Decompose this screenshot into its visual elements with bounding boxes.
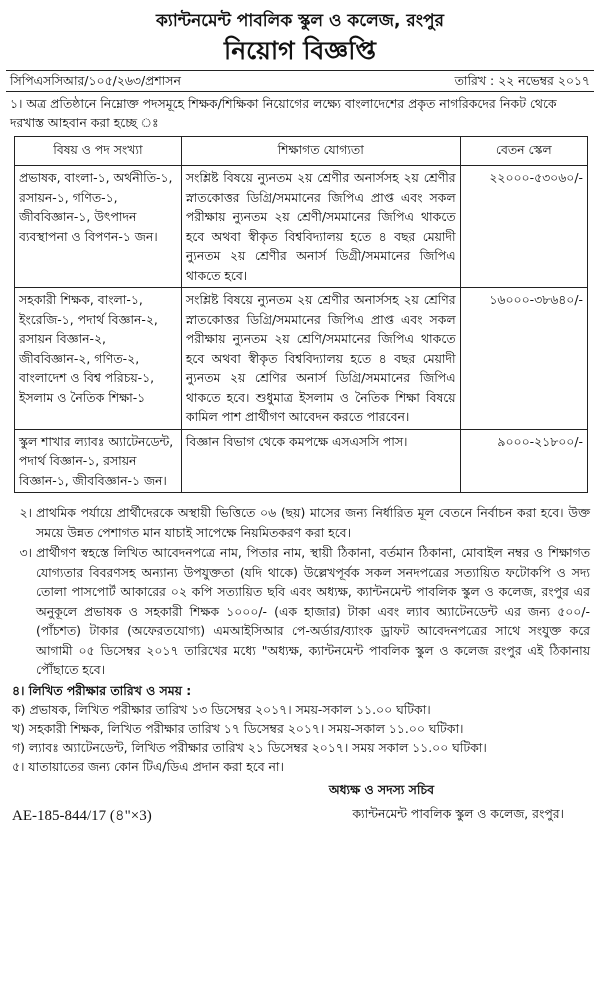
reference-row xyxy=(6,70,594,92)
post-cell: সহকারী শিক্ষক, বাংলা-১, ইংরেজি-১, পদার্থ বিজ্ঞান-২, রসায়ন বিজ্ঞান-২, জীববিজ্ঞান-২, গণিত-২, বাংলাদেশ ও বিশ্ব পরিচয়-১, ইসলাম ও নৈতিক শিক্ষা-১ xyxy=(15,288,182,430)
organization-name: ক্যান্টনমেন্ট পাবলিক স্কুল ও কলেজ, রংপুর xyxy=(156,11,444,31)
qualification-cell: সংশ্লিষ্ট বিষয়ে ন্যুনতম ২য় শ্রেণীর অনার্সসহ ২য় শ্রেণির স্নাতকোত্তর ডিগ্রি/সমমানের জিপিএ প্রাপ্ত এবং সকল পরীক্ষায় ন্যুনতম ২য় শ্রেণি/সমমানের জিপিএ থাকতে হবে অথবা স্বীকৃত বিশ্ববিদ্যালয় হতে ৪ বছর মেয়াদী ন্যুনতম ২য় শ্রেণির অনার্স ডিগ্রি/সমমানের জিপিএ থাকতে হবে। শুধুমাত্র ইসলাম ও নৈতিক শিক্ষা বিষয়ে কামিল পাশ প্রার্থীগণ আবেদন করতে পারবেন। xyxy=(181,288,460,430)
notice-page xyxy=(6,0,594,840)
post-cell: প্রভাষক, বাংলা-১, অর্থনীতি-১, রসায়ন-১, গণিত-১, জীববিজ্ঞান-১, উৎপাদন ব্যবস্থাপনা ও বিপণন-১ জন। xyxy=(15,166,182,288)
ad-code: AE-185-844/17 (৪"×3) xyxy=(12,807,152,824)
list-item xyxy=(6,543,594,680)
notice-title: নিয়োগ বিজ্ঞপ্তি xyxy=(224,36,376,65)
footer xyxy=(6,780,594,840)
exam-schedule xyxy=(6,681,594,776)
exam-line: গ) ল্যাবঃ অ্যাটেনডেন্ট, লিখিত পরীক্ষার তারিখ ২১ ডিসেম্বর ২০১৭। সময় সকাল ১১.০০ ঘটিকা। xyxy=(12,739,487,755)
salary-cell: ১৬০০০-৩৮৬৪০/- xyxy=(460,288,587,430)
column-header-salary: বেতন স্কেল xyxy=(460,137,587,166)
signatory-organization: ক্যান্টনমেন্ট পাবলিক স্কুল ও কলেজ, রংপুর। xyxy=(352,805,564,821)
exam-schedule-title: ৪। লিখিত পরীক্ষার তারিখ ও সময় : xyxy=(12,682,192,698)
table-row xyxy=(15,429,588,493)
notice-date: তারিখ : ২২ নভেম্বর ২০১৭ xyxy=(454,73,590,88)
qualification-cell: সংশ্লিষ্ট বিষয়ে ন্যুনতম ২য় শ্রেণীর অনার্সসহ ২য় শ্রেণীর স্নাতকোত্তর ডিগ্রি/সমমানের জিপিএ প্রাপ্ত এবং সকল পরীক্ষায় ন্যুনতম ২য় শ্রেণী/সমমানের জিপিএ থাকতে হবে অথবা স্বীকৃত বিশ্ববিদ্যালয় হতে ৪ বছর মেয়াদী ন্যুনতম ২য় শ্রেণীর অনার্স ডিগ্রী/সমমানের জিপিএ থাকতে হবে। xyxy=(181,166,460,288)
column-header-qualification: শিক্ষাগত যোগ্যতা xyxy=(181,137,460,166)
qualification-cell: বিজ্ঞান বিভাগ থেকে কমপক্ষে এসএসসি পাস। xyxy=(181,429,460,493)
exam-line: ক) প্রভাষক, লিখিত পরীক্ষার তারিখ ১৩ ডিসেম্বর ২০১৭। সময়-সকাল ১১.০০ ঘটিকা। xyxy=(12,701,431,717)
salary-cell: ৯০০০-২১৮০০/- xyxy=(460,429,587,493)
item-number: ২। xyxy=(19,505,32,520)
posts-table xyxy=(14,136,588,493)
intro-paragraph: ১। অত্র প্রতিষ্ঠানে নিম্নোক্ত পদসমূহে শিক্ষক/শিক্ষিকা নিয়োগের লক্ষ্যে বাংলাদেশের প্রকৃত নাগরিকদের নিকট থেকে দরখাস্ত আহবান করা হচ্ছে ঃ xyxy=(10,96,557,130)
column-header-post: বিষয় ও পদ সংখ্যা xyxy=(15,137,182,166)
memo-number: সিপিএসসিআর/১০৫/২৬৩/প্রশাসন xyxy=(10,73,181,88)
conditions-list xyxy=(6,503,594,680)
list-item xyxy=(6,503,594,542)
exam-line: খ) সহকারী শিক্ষক, লিখিত পরীক্ষার তারিখ ১৭ ডিসেম্বর ২০১৭। সময়-সকাল ১১.০০ ঘটিকা। xyxy=(12,720,464,736)
exam-line: ৫। যাতায়াতের জন্য কোন টিএ/ডিএ প্রদান করা হবে না। xyxy=(12,758,284,774)
post-cell: স্কুল শাখার ল্যাবঃ অ্যাটেনডেন্ট, পদার্থ বিজ্ঞান-১, রসায়ন বিজ্ঞান-১, জীববিজ্ঞান-১ জন। xyxy=(15,429,182,493)
table-row xyxy=(15,288,588,430)
signatory-title: অধ্যক্ষ ও সদস্য সচিব xyxy=(328,781,434,797)
item-number: ৩। xyxy=(19,545,32,560)
item-text: প্রাথমিক পর্যায়ে প্রার্থীদেরকে অস্থায়ী ভিত্তিতে ০৬ (ছয়) মাসের জন্য নির্ধারিত মূল বেতনে নির্বাচন করা হবে। উক্ত সময়ে উন্নত পেশাগত মান যাচাই সাপেক্ষে নিয়মিতকরণ করা হবে। xyxy=(36,505,590,540)
table-header-row xyxy=(15,137,588,166)
item-text: প্রার্থীগণ স্বহস্তে লিখিত আবেদনপত্রে নাম, পিতার নাম, স্থায়ী ঠিকানা, বর্তমান ঠিকানা, মোবাইল নম্বর ও শিক্ষাগত যোগ্যতার বিবরণসহ অন্যান্য উপযুক্ততা (যদি থাকে) উল্লেখপূর্বক সকল সনদপত্রের সত্যায়িত ফটোকপি ও সদ্য তোলা পাসপোর্ট আকারের ০২ কপি সত্যায়িত ছবি এবং অধ্যক্ষ, ক্যান্টনমেন্ট পাবলিক স্কুল ও কলেজ, রংপুর এর অনুকূলে প্রভাষক ও সহকারী শিক্ষক ১০০০/- (এক হাজার) টাকা এবং ল্যাব অ্যাটেনডেন্ট এর জন্য ৫০০/- (পাঁচশত) টাকার (অফেরতযোগ্য) এমআইসিআর পে-অর্ডার/ব্যাংক ড্রাফট আবেদনপত্রের সাথে সংযুক্ত করে আগামী ০৫ ডিসেম্বর ২০১৭ তারিখের মধ্যে "অধ্যক্ষ, ক্যান্টনমেন্ট পাবলিক স্কুল ও কলেজ রংপুর এই ঠিকানায় পৌঁছাতে হবে। xyxy=(36,545,590,677)
salary-cell: ২২০০০-৫৩০৬০/- xyxy=(460,166,587,288)
table-row xyxy=(15,166,588,288)
